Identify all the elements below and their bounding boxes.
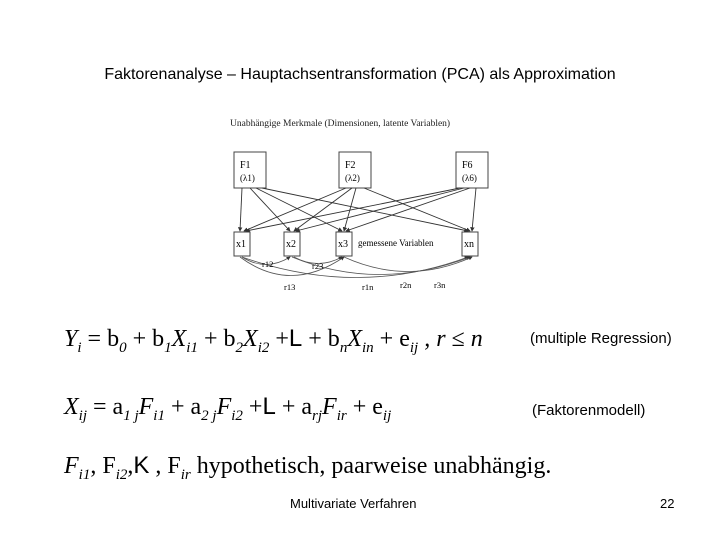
f3-dots: K [133, 452, 150, 479]
f1-p6s: i2 [257, 339, 270, 356]
f2-p6: + [242, 394, 263, 420]
f1-p11: , r ≤ n [418, 326, 483, 352]
f1-p4: X [171, 326, 187, 352]
regression-note: (multiple Regression) [530, 330, 672, 347]
f2-p7: + a [275, 394, 313, 420]
f1-p1s: i [77, 339, 82, 356]
loading-arrows [240, 188, 476, 231]
f2-p3: F [138, 394, 154, 420]
corr-label-13: r13 [284, 282, 296, 292]
page-number: 22 [660, 496, 675, 511]
slide-title: Faktorenanalyse – Hauptachsentransformation (PCA) als Approximation [104, 66, 616, 83]
f1-p8: + b [302, 326, 340, 352]
f3-p2: , F [90, 453, 116, 479]
correlation-arrows [240, 257, 472, 278]
footer-course: Multivariate Verfahren [290, 496, 417, 511]
factor-label-2: F2 [345, 160, 356, 171]
corr-label-2n: r2n [400, 280, 412, 290]
corr-label-1n: r1n [362, 282, 374, 292]
f3-p4s: ir [180, 466, 191, 483]
variable-label-n: xn [464, 239, 474, 250]
f1-p5s: 2 [235, 339, 244, 356]
factor-model-note: (Faktorenmodell) [532, 402, 646, 419]
corr-label-12: r12 [262, 259, 274, 269]
corr-label-3n: r3n [434, 280, 446, 290]
f1-p9: X [347, 326, 362, 352]
variable-label-2: x2 [286, 239, 296, 250]
factor-diagram-svg [228, 112, 498, 294]
variable-label-3: x3 [338, 239, 348, 250]
f2-p3s: i1 [153, 407, 165, 424]
factor-sub-6: (λ6) [462, 173, 477, 183]
f1-p10s: ij [409, 339, 419, 356]
f3-p2s: i2 [115, 466, 128, 483]
factors-independent-line [64, 452, 551, 484]
factor-sub-1: (λ1) [240, 173, 255, 183]
factor-sub-2: (λ2) [345, 173, 360, 183]
f3-text: hypothetisch, paarweise unabhängig. [190, 453, 552, 479]
factor-label-6: F6 [462, 160, 473, 171]
f2-p4: + a [164, 394, 202, 420]
variable-label-1: x1 [236, 239, 246, 250]
f1-p2s: 0 [119, 339, 127, 356]
f2-p2: = a [87, 394, 124, 420]
factor-label-1: F1 [240, 160, 251, 171]
f3-p3: , [127, 453, 134, 479]
f2-p5s: i2 [231, 407, 243, 424]
f1-p1: Y [64, 326, 78, 352]
f1-p4s: i1 [186, 339, 198, 356]
f2-p1: X [64, 394, 79, 420]
diagram-header: Unabhängige Merkmale (Dimensionen, latente Variablen) [230, 119, 451, 129]
f1-p6: X [243, 326, 258, 352]
factor-diagram [228, 112, 498, 294]
f1-p10: + e [373, 326, 410, 352]
regression-formula [64, 325, 483, 357]
f1-p9s: in [361, 339, 374, 356]
f2-p7s: rj [312, 407, 323, 424]
f2-p5: F [216, 394, 232, 420]
f1-p8s: n [339, 339, 348, 356]
measured-variables-label: gemessene Variablen [358, 238, 434, 248]
f1-p7: + [269, 326, 289, 352]
f2-p4s: 2 j [201, 407, 217, 424]
f1-p2: = b [81, 326, 120, 352]
f2-p9: + e [346, 394, 383, 420]
corr-label-23: r23 [312, 261, 324, 271]
f3-p1: F [64, 453, 79, 479]
f2-p1s: ij [78, 407, 88, 424]
f3-p1s: i1 [78, 466, 91, 483]
f2-p8: F [322, 394, 337, 420]
f2-p8s: ir [336, 407, 347, 424]
f1-p5: + b [197, 326, 236, 352]
f2-dots: L [262, 393, 276, 420]
f1-dots: L [288, 325, 303, 352]
f2-p9s: ij [382, 407, 392, 424]
factor-model-formula [64, 393, 391, 425]
f3-p4: , F [149, 453, 181, 479]
f1-p3s: 1 [164, 339, 172, 356]
f2-p2s: 1 j [123, 407, 139, 424]
f1-p3: + b [126, 326, 165, 352]
